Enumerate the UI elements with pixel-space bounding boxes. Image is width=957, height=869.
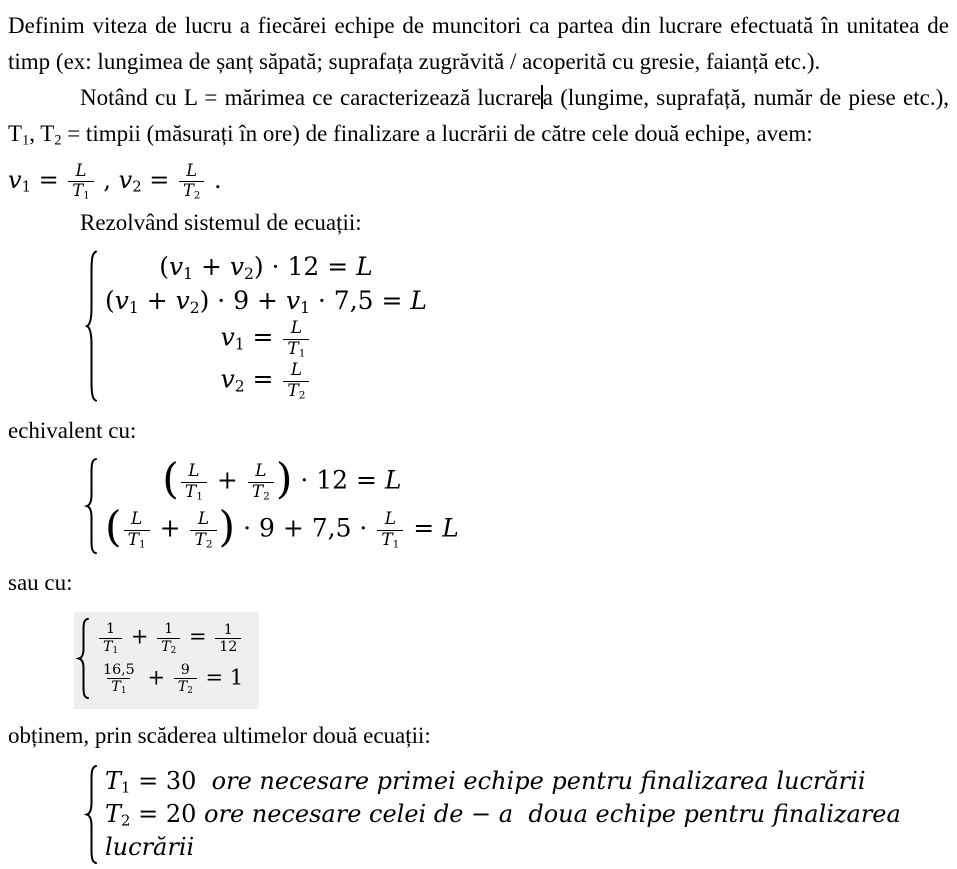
fraction: $\frac{L}{T2}$ (248, 462, 274, 502)
fraction: $\frac{1}{T1}$ (99, 621, 122, 655)
solution-line: T1 = 30 ore necesare primei echipe pentru finalizarea lucrării (105, 767, 866, 798)
fraction: $\frac{L}{T2}$ (190, 510, 216, 550)
fraction: $\frac{L}{T1}$ (124, 510, 150, 550)
paragraph-notation: Notând cu L = mărimea ce caracterizează lucrarea (lungime, suprafață, număr de piese etc.), T1, T2 = timpii (măsurați în ore) de finalizare a lucrării de către cele două echipe, avem: (8, 85, 949, 149)
left-brace-icon (84, 458, 99, 554)
solving-system-label: Rezolvând sistemul de ecuații: (80, 210, 362, 235)
fraction: $\frac{9}{T2}$ (174, 662, 197, 696)
equation-system-fractions (84, 454, 459, 554)
equation-system-simplified-highlighted (74, 612, 259, 709)
equation-line: v1 = $\frac{L}{T1}$ (221, 318, 312, 360)
solution-line: T2 = 20 ore necesare celei de − a doua echipe pentru finalizarea lucrării (105, 800, 909, 862)
left-brace-icon (84, 250, 99, 402)
speed-formulas-line: v1 = $\frac{L}{T1}$ , v2 = $\frac{L}{T2}$ . (8, 160, 222, 202)
equation-line: v2 = $\frac{L}{T2}$ (221, 360, 312, 402)
left-brace-icon (76, 618, 91, 699)
solution-system (84, 765, 949, 864)
equation-line: ( $\frac{L}{T1}$ + $\frac{L}{T2}$ ) · 12 = L (162, 454, 402, 504)
fraction: $\frac{L}{T1}$ (377, 510, 403, 550)
equation-line: $\frac{16,5}{T1}$ + $\frac{9}{T2}$ = 1 (97, 659, 243, 699)
or-with-label: sau cu: (8, 570, 73, 596)
paragraph-definition: Definim viteza de lucru a fiecărei echipe de muncitori ca partea din lucrare efectuată în unitatea de timp (ex: lungimea de șanț săpată; suprafața zugrăvită / acoperită cu gresie, faianță etc.). (8, 13, 949, 74)
obtain-label: obținem, prin scăderea ultimelor două ecuații: (8, 723, 431, 749)
equivalent-label: echivalent cu: (8, 418, 137, 444)
fraction: $\frac{16,5}{T1}$ (103, 661, 135, 697)
equation-line: $\frac{1}{T1}$ + $\frac{1}{T2}$ = $\frac{1}{12}$ (97, 618, 243, 658)
fraction: $\frac{L}{T1}$ (68, 162, 93, 201)
fraction: $\frac{1}{T2}$ (157, 621, 180, 655)
fraction: $\frac{L}{T2}$ (283, 361, 309, 401)
fraction: $\frac{L}{T1}$ (181, 462, 207, 502)
fraction: $\frac{1}{12}$ (215, 622, 241, 656)
equation-line: (v1 + v2) · 12 = L (159, 252, 373, 283)
fraction: $\frac{L}{T2}$ (179, 162, 204, 201)
left-brace-icon (84, 765, 99, 864)
equation-line: (v1 + v2) · 9 + v1 · 7,5 = L (105, 286, 428, 317)
equation-line: ( $\frac{L}{T1}$ + $\frac{L}{T2}$ ) · 9 + 7,5 · $\frac{L}{T1}$ = L (105, 503, 459, 553)
fraction: $\frac{L}{T1}$ (283, 319, 309, 359)
equation-system-velocities (84, 250, 427, 402)
